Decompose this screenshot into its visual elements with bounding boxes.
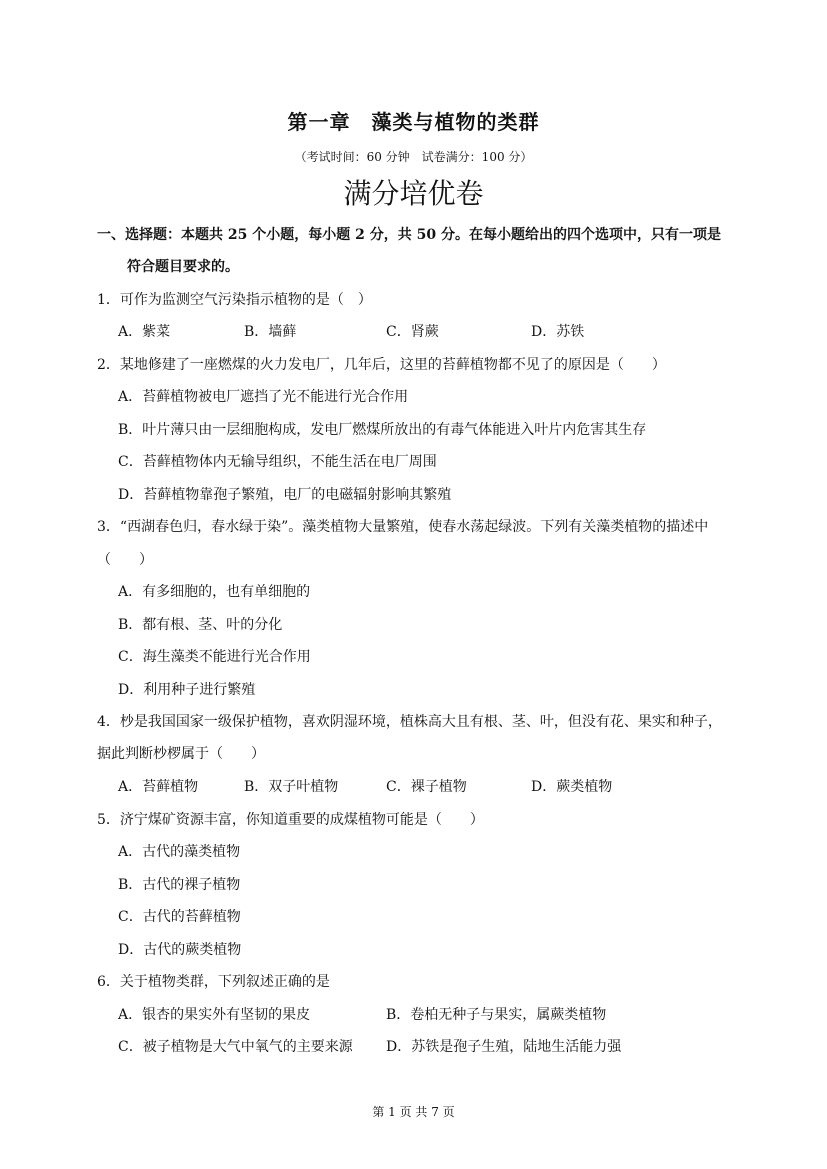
- option-d: D．苏铁是孢子生殖，陆地生活能力强: [386, 1039, 622, 1055]
- option-b: B．都有根、茎、叶的分化: [118, 617, 283, 633]
- question-stem: 2．某地修建了一座燃煤的火力发电厂，几年后，这里的苔藓植物都不见了的原因是（ ）: [97, 357, 666, 373]
- exam-info: （考试时间：60 分钟 试卷满分：100 分）: [294, 150, 533, 164]
- option-a: A．银杏的果实外有坚韧的果皮: [118, 1007, 311, 1023]
- chapter-title: 第一章 藻类与植物的类群: [287, 110, 540, 134]
- section-heading-cont: 符合题目要求的。: [127, 259, 239, 275]
- option-d: D．蕨类植物: [531, 779, 613, 795]
- option-c: C．被子植物是大气中氧气的主要来源: [118, 1039, 353, 1055]
- question-stem: 1．可作为监测空气污染指示植物的是（ ）: [97, 292, 372, 308]
- option-a: A．有多细胞的，也有单细胞的: [118, 584, 311, 600]
- page-footer: 第 1 页 共 7 页: [372, 1105, 455, 1119]
- question-stem: 6．关于植物类群，下列叙述正确的是: [97, 974, 330, 990]
- option-d: D．苏铁: [531, 324, 585, 340]
- question-stem-cont: （ ）: [97, 552, 153, 568]
- option-d: D．苔藓植物靠孢子繁殖，电厂的电磁辐射影响其繁殖: [118, 487, 452, 503]
- question-stem: 3．“西湖春色归，春水绿于染”。藻类植物大量繁殖，使春水荡起绿波。下列有关藻类植物的描述中: [97, 519, 709, 535]
- question-stem: 5．济宁煤矿资源丰富，你知道重要的成煤植物可能是（ ）: [97, 812, 484, 828]
- option-c: C．苔藓植物体内无输导组织，不能生活在电厂周围: [118, 454, 437, 470]
- option-a: A．紫菜: [118, 324, 171, 340]
- question-stem: 4．杪是我国国家一级保护植物，喜欢阴湿环境，植株高大且有根、茎、叶，但没有花、果实和种子，: [97, 714, 722, 730]
- option-d: D．利用种子进行繁殖: [118, 682, 256, 698]
- option-b: B．叶片薄只由一层细胞构成，发电厂燃煤所放出的有毒气体能进入叶片内危害其生存: [118, 422, 647, 438]
- option-d: D．古代的蕨类植物: [118, 942, 242, 958]
- option-c: C．肾蕨: [386, 324, 439, 340]
- option-c: C．古代的苔藓植物: [118, 909, 241, 925]
- option-b: B．墙藓: [244, 324, 297, 340]
- option-c: C．海生藻类不能进行光合作用: [118, 649, 311, 665]
- option-c: C．裸子植物: [386, 779, 467, 795]
- option-a: A．苔藓植物被电厂遮挡了光不能进行光合作用: [118, 389, 409, 405]
- option-b: B．双子叶植物: [244, 779, 339, 795]
- question-stem-cont: 据此判断杪椤属于（ ）: [97, 746, 265, 762]
- option-b: B．古代的裸子植物: [118, 877, 241, 893]
- option-a: A．古代的藻类植物: [118, 844, 241, 860]
- option-a: A．苔藓植物: [118, 779, 199, 795]
- section-heading: 一、选择题：本题共 25 个小题，每小题 2 分，共 50 分。在每小题给出的四个选项中，只有一项是: [97, 227, 721, 243]
- banner-title: 满分培优卷: [343, 177, 484, 210]
- option-b: B．卷柏无种子与果实，属蕨类植物: [386, 1007, 607, 1023]
